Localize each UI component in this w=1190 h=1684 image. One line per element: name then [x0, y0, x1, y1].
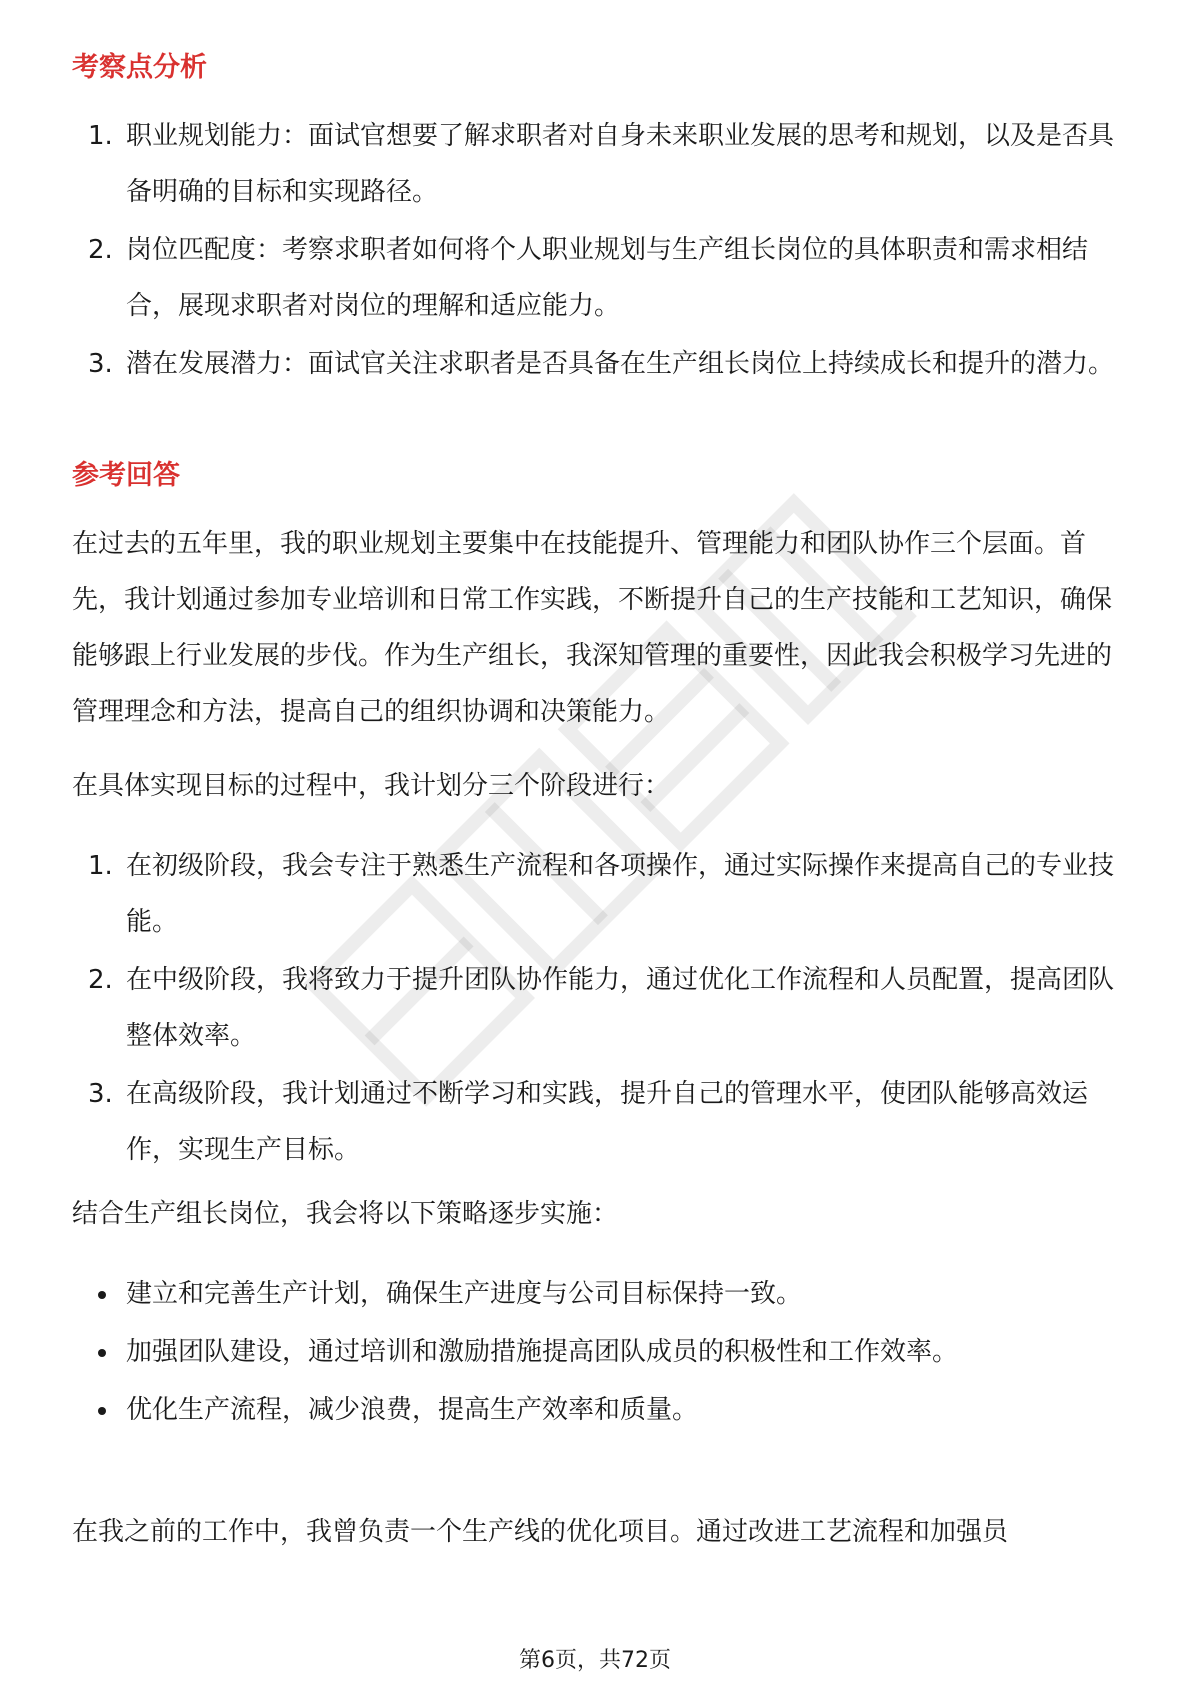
list-item	[0, 108, 1126, 220]
answer-paragraph-3: 结合生产组长岗位，我会将以下策略逐步实施：	[72, 1199, 619, 1229]
list-item-text: 岗位匹配度：考察求职者如何将个人职业规划与生产组长岗位的具体职责和需求相结合，展现求职者对岗位的理解和适应能力。	[126, 235, 1089, 321]
list-item	[0, 838, 1126, 950]
section-title-analysis: 考察点分析	[72, 52, 207, 83]
list-item	[0, 1066, 1126, 1178]
list-item	[0, 1324, 1126, 1380]
list-item	[0, 1382, 1126, 1438]
bullet-icon	[98, 1291, 106, 1299]
answer-paragraph-2: 在具体实现目标的过程中，我计划分三个阶段进行：	[72, 771, 671, 801]
list-number: 3.	[88, 1079, 113, 1109]
list-item-text: 在初级阶段，我会专注于熟悉生产流程和各项操作，通过实际操作来提高自己的专业技能。	[126, 851, 1115, 937]
list-number: 1.	[88, 851, 113, 881]
answer-paragraph-4: 在我之前的工作中，我曾负责一个生产线的优化项目。通过改进工艺流程和加强员	[72, 1517, 1009, 1547]
strategies-list	[0, 1266, 1190, 1440]
list-item-text: 在中级阶段，我将致力于提升团队协作能力，通过优化工作流程和人员配置，提高团队整体效率。	[126, 965, 1115, 1051]
list-number: 3.	[88, 349, 113, 379]
analysis-list	[0, 108, 1190, 394]
list-number: 1.	[88, 121, 113, 151]
list-item-text: 优化生产流程，减少浪费，提高生产效率和质量。	[126, 1395, 699, 1425]
list-item-text: 加强团队建设，通过培训和激励措施提高团队成员的积极性和工作效率。	[126, 1337, 959, 1367]
section-title-answer: 参考回答	[72, 460, 180, 491]
bullet-icon	[98, 1407, 106, 1415]
bullet-icon	[98, 1349, 106, 1357]
list-item-text: 潜在发展潜力：面试官关注求职者是否具备在生产组长岗位上持续成长和提升的潜力。	[126, 349, 1115, 379]
list-item-text: 职业规划能力：面试官想要了解求职者对自身未来职业发展的思考和规划，以及是否具备明确的目标和实现路径。	[126, 121, 1115, 207]
list-item-text: 建立和完善生产计划，确保生产进度与公司目标保持一致。	[126, 1279, 803, 1309]
answer-paragraph-1: 在过去的五年里，我的职业规划主要集中在技能提升、管理能力和团队协作三个层面。首先，我计划通过参加专业培训和日常工作实践，不断提升自己的生产技能和工艺知识，确保能够跟上行业发展的步伐。作为生产组长，我深知管理的重要性，因此我会积极学习先进的管理理念和方法，提高自己的组织协调和决策能力。	[72, 529, 1113, 727]
list-number: 2.	[88, 965, 113, 995]
page-number: 第6页，共72页	[519, 1648, 671, 1673]
list-item-text: 在高级阶段，我计划通过不断学习和实践，提升自己的管理水平，使团队能够高效运作，实现生产目标。	[126, 1079, 1089, 1165]
list-item	[0, 336, 1126, 392]
stages-list	[0, 838, 1190, 1180]
list-number: 2.	[88, 235, 113, 265]
list-item	[0, 1266, 1126, 1322]
list-item	[0, 952, 1126, 1064]
list-item	[0, 222, 1126, 334]
